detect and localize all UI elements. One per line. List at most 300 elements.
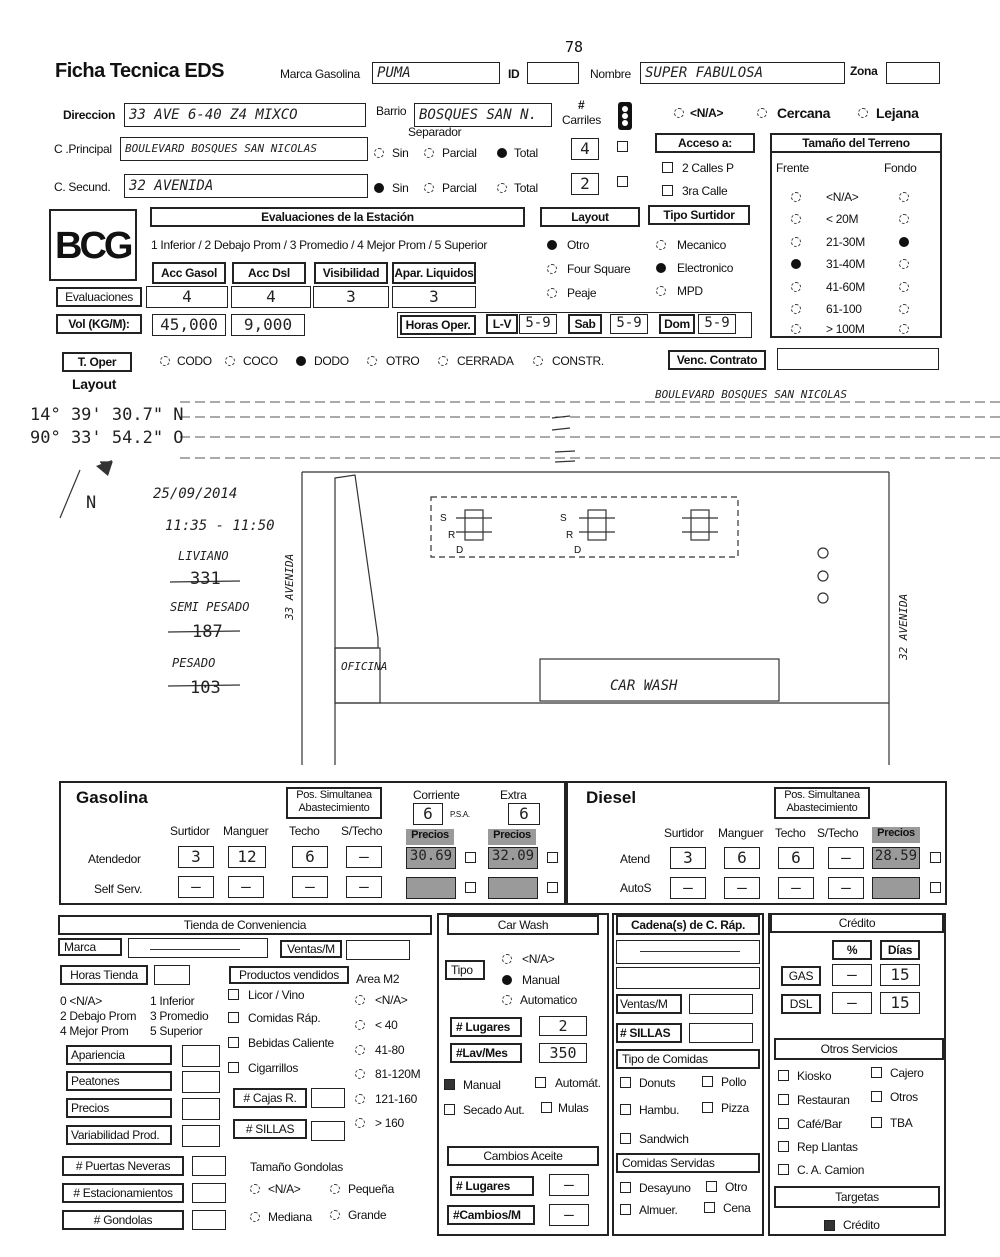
- carwash-manual-radio[interactable]: [502, 975, 512, 985]
- otro-servicio-check[interactable]: [871, 1117, 882, 1128]
- tienda-sillas-field[interactable]: [311, 1121, 345, 1141]
- toper-codo-radio[interactable]: [160, 356, 170, 366]
- c-secund-value: 32 AVENIDA: [129, 178, 214, 194]
- tienda-header: Tienda de Conveniencia: [58, 915, 432, 935]
- gas-col-surtidor: Surtidor: [170, 824, 210, 838]
- producto-check[interactable]: [228, 989, 239, 1000]
- acceso-header: Acceso a:: [655, 133, 755, 153]
- area-label: 41-80: [375, 1043, 405, 1057]
- corriente-field[interactable]: 6: [413, 803, 443, 825]
- otros-servicios-header: Otros Servicios: [774, 1038, 944, 1060]
- cajas-label: # Cajas R.: [233, 1088, 307, 1108]
- toper-constr-label: CONSTR.: [552, 354, 604, 368]
- puertas-field[interactable]: [192, 1156, 226, 1176]
- dsl-precio[interactable]: 28.59: [872, 847, 920, 869]
- tipo-comida-check[interactable]: [620, 1077, 631, 1088]
- gas-col-techo: Techo: [289, 824, 320, 838]
- eval-value-visibilidad[interactable]: 3: [313, 286, 389, 308]
- toper-coco-radio[interactable]: [225, 356, 235, 366]
- corriente-label: Corriente: [413, 788, 460, 802]
- terreno-fondo-radio[interactable]: [899, 324, 909, 334]
- dsl-col-manguer: Manguer: [718, 826, 764, 840]
- c-secund-label: C. Secund.: [54, 180, 111, 194]
- terreno-size-label: 31-40M: [826, 257, 865, 271]
- gas-self-precio-2[interactable]: [488, 877, 538, 899]
- toper-codo-label: CODO: [177, 354, 212, 368]
- tienda-ventas-field[interactable]: [346, 940, 410, 960]
- sec-total-radio[interactable]: [497, 183, 507, 193]
- terreno-fondo-radio[interactable]: [899, 214, 909, 224]
- producto-check[interactable]: [228, 1037, 239, 1048]
- dsl-autos-techo[interactable]: —: [778, 877, 814, 899]
- otro-servicio-check[interactable]: [871, 1091, 882, 1102]
- diesel-pos-sim: Pos. Simultanea Abastecimiento: [774, 787, 870, 819]
- surtidor-header: Tipo Surtidor: [648, 205, 750, 225]
- gondola-pequena-radio[interactable]: [330, 1184, 340, 1194]
- pump-2-r: R: [566, 530, 573, 541]
- terreno-frente-radio[interactable]: [791, 192, 801, 202]
- surtidor-electronico-radio[interactable]: [656, 263, 666, 273]
- gas-self-precio-1-check[interactable]: [465, 882, 476, 893]
- otro-servicio-check[interactable]: [778, 1094, 789, 1105]
- survey-date: 25/09/2014: [153, 486, 238, 502]
- cambios-lugares-field[interactable]: —: [549, 1174, 589, 1196]
- toper-label: T. Oper: [62, 352, 132, 372]
- gondolas-field[interactable]: [192, 1210, 226, 1230]
- pump-1-s: S: [440, 513, 447, 524]
- producto-check[interactable]: [228, 1062, 239, 1073]
- tipo-comida-check[interactable]: [620, 1104, 631, 1115]
- tienda-scale-1: 1 Inferior: [150, 994, 195, 1008]
- acceso-2calles-check[interactable]: [662, 162, 673, 173]
- area-radio[interactable]: [355, 1045, 365, 1055]
- carwash-header: Car Wash: [447, 915, 599, 935]
- dsl-autos-manguer[interactable]: —: [724, 877, 760, 899]
- cadena-ventas-label: Ventas/M: [616, 994, 682, 1014]
- tipo-comida-label: Hambu.: [639, 1103, 680, 1117]
- zona-label: Zona: [850, 64, 878, 78]
- credito-dsl-label: DSL: [781, 994, 821, 1014]
- traffic-light-icon: [614, 100, 636, 132]
- street-left-label: 33 AVENIDA: [283, 553, 296, 620]
- sab-field[interactable]: 5-9: [610, 314, 648, 334]
- layout-four-label: Four Square: [567, 262, 631, 276]
- sec-parcial-radio[interactable]: [424, 183, 434, 193]
- tipo-comida-check[interactable]: [620, 1133, 631, 1144]
- carwash-secado-label: Secado Aut.: [463, 1103, 525, 1117]
- otro-servicio-check[interactable]: [778, 1141, 789, 1152]
- comida-servida-label: Cena: [723, 1201, 751, 1215]
- tienda-marca-label: Marca: [58, 938, 122, 956]
- terreno-frente-radio[interactable]: [791, 259, 801, 269]
- extra-field[interactable]: 6: [508, 803, 540, 825]
- tienda-eval-field[interactable]: [182, 1125, 220, 1147]
- semi-value: 187: [192, 622, 223, 642]
- dsl-atend-manguer[interactable]: 6: [724, 847, 760, 869]
- gas-self-surtidor[interactable]: —: [178, 876, 214, 898]
- terreno-fondo-radio[interactable]: [899, 282, 909, 292]
- credito-gas-dias[interactable]: 15: [880, 964, 920, 986]
- tienda-eval-field[interactable]: [182, 1098, 220, 1120]
- gas-atend-stecho[interactable]: —: [346, 846, 382, 868]
- credito-pct-header: %: [832, 940, 872, 960]
- terreno-fondo-radio[interactable]: [899, 259, 909, 269]
- tienda-ventas-label: Ventas/M: [280, 940, 342, 958]
- dsl-autos-surtidor[interactable]: —: [670, 877, 706, 899]
- credito-gas-label: GAS: [781, 966, 821, 986]
- terreno-frente-radio[interactable]: [791, 282, 801, 292]
- gas-self-precio-2-check[interactable]: [547, 882, 558, 893]
- otro-servicio-check[interactable]: [778, 1118, 789, 1129]
- carwash-tipo-label: Tipo: [445, 960, 485, 980]
- dsl-autos-stecho[interactable]: —: [828, 877, 864, 899]
- cadena-sillas-field[interactable]: [689, 1023, 753, 1043]
- gas-precio-corriente-check[interactable]: [465, 852, 476, 863]
- pump-2-d: D: [574, 545, 581, 556]
- cadena-field-2[interactable]: [616, 967, 760, 989]
- semi-label: SEMI PESADO: [170, 600, 250, 614]
- otro-servicio-label: TBA: [890, 1116, 913, 1130]
- marca-value: PUMA: [377, 65, 411, 81]
- area-radio[interactable]: [355, 1094, 365, 1104]
- direccion-value: 33 AVE 6-40 Z4 MIXCO: [129, 107, 298, 123]
- carwash-secado-check[interactable]: [444, 1104, 455, 1115]
- gas-precio-extra-check[interactable]: [547, 852, 558, 863]
- terreno-size-label: 21-30M: [826, 235, 865, 249]
- layout-otro-radio[interactable]: [547, 240, 557, 250]
- proximity-na-radio[interactable]: [674, 108, 684, 118]
- carwash-mulas-check[interactable]: [541, 1102, 552, 1113]
- lv-label: L-V: [486, 314, 518, 334]
- toper-coco-label: COCO: [243, 354, 278, 368]
- gas-precio-corriente[interactable]: 30.69: [406, 847, 456, 869]
- horas-tienda-field[interactable]: [154, 965, 190, 985]
- comida-servida-check[interactable]: [620, 1182, 631, 1193]
- id-field[interactable]: [527, 62, 579, 84]
- toper-dodo-radio[interactable]: [296, 356, 306, 366]
- carriles-principal-field[interactable]: 4: [571, 138, 599, 160]
- terreno-frente-radio[interactable]: [791, 304, 801, 314]
- terreno-frente-radio[interactable]: [791, 324, 801, 334]
- cadena-sillas-label: # SILLAS: [616, 1023, 682, 1043]
- dsl-autos-precio-check[interactable]: [930, 882, 941, 893]
- dsl-col-stecho: S/Techo: [817, 826, 859, 840]
- c-principal-value: BOULEVARD BOSQUES SAN NICOLAS: [125, 142, 318, 155]
- street-top-label: BOULEVARD BOSQUES SAN NICOLAS: [655, 388, 848, 401]
- layout-otro-label: Otro: [567, 238, 590, 252]
- proximity-cercana-label: Cercana: [777, 105, 831, 121]
- area-radio[interactable]: [355, 1118, 365, 1128]
- terreno-size-label: 41-60M: [826, 280, 865, 294]
- sep-total-radio[interactable]: [497, 148, 507, 158]
- sep-parcial-radio[interactable]: [424, 148, 434, 158]
- credito-dsl-pct[interactable]: —: [832, 992, 872, 1014]
- comida-servida-check[interactable]: [620, 1204, 631, 1215]
- gas-atend-surtidor[interactable]: 3: [178, 846, 214, 868]
- dsl-atend-stecho[interactable]: —: [828, 847, 864, 869]
- carriles-label: Carriles: [562, 113, 601, 127]
- vol-gasol-field[interactable]: 45,000: [152, 314, 226, 336]
- toper-dodo-label: DODO: [314, 354, 349, 368]
- acceso-3ra-check[interactable]: [662, 185, 673, 196]
- otro-servicio-label: C. A. Camion: [797, 1163, 865, 1177]
- otro-servicio-label: Kiosko: [797, 1069, 832, 1083]
- puertas-label: # Puertas Neveras: [62, 1156, 184, 1176]
- area-label: > 160: [375, 1116, 404, 1130]
- psa-label: P.S.A.: [450, 810, 470, 819]
- carwash-lavmes-field[interactable]: 350: [539, 1043, 587, 1063]
- eval-value-acc-dsl[interactable]: 4: [231, 286, 311, 308]
- horas-tienda-label: Horas Tienda: [60, 965, 148, 985]
- liviano-label: LIVIANO: [178, 549, 229, 563]
- survey-time: 11:35 - 11:50: [165, 518, 275, 534]
- tienda-eval-field[interactable]: [182, 1071, 220, 1093]
- area-label: 121-160: [375, 1092, 417, 1106]
- proximity-na-label: <N/A>: [690, 106, 724, 120]
- terreno-size-label: > 100M: [826, 322, 865, 336]
- terreno-fondo-radio[interactable]: [899, 304, 909, 314]
- bcg-logo-text: BCG: [55, 225, 131, 267]
- gas-self-stecho[interactable]: —: [346, 876, 382, 898]
- area-label: <N/A>: [375, 993, 408, 1007]
- credito-dsl-dias[interactable]: 15: [880, 992, 920, 1014]
- carwash-lugares-field[interactable]: 2: [539, 1016, 587, 1036]
- tam-gondolas-label: Tamaño Gondolas: [250, 1160, 343, 1174]
- gas-precios-1: Precios: [406, 829, 454, 845]
- carriles-secund-field[interactable]: 2: [571, 173, 599, 195]
- sec-parcial-label: Parcial: [442, 181, 477, 195]
- otro-servicio-label: Rep Llantas: [797, 1140, 858, 1154]
- terreno-size-label: <N/A>: [826, 190, 859, 204]
- gas-self-manguer[interactable]: —: [228, 876, 264, 898]
- layout-peaje-label: Peaje: [567, 286, 597, 300]
- sec-sin-radio[interactable]: [374, 183, 384, 193]
- lv-field[interactable]: 5-9: [519, 314, 557, 334]
- eval-col-acc-gasol: Acc Gasol: [152, 262, 226, 284]
- layout-peaje-radio[interactable]: [547, 288, 557, 298]
- gas-self-techo[interactable]: —: [292, 876, 328, 898]
- surtidor-mecanico-radio[interactable]: [656, 240, 666, 250]
- carwash-na-label: <N/A>: [522, 952, 555, 966]
- credito-gas-pct[interactable]: —: [832, 964, 872, 986]
- coord-lat: 14° 39' 30.7" N: [30, 405, 184, 425]
- comidas-servidas-header: Comidas Servidas: [616, 1153, 760, 1173]
- car-wash-label: CAR WASH: [610, 678, 678, 694]
- frente-label: Frente: [776, 161, 809, 175]
- id-label: ID: [508, 67, 520, 81]
- otro-servicio-check[interactable]: [778, 1070, 789, 1081]
- terreno-frente-radio[interactable]: [791, 214, 801, 224]
- terreno-fondo-radio[interactable]: [899, 192, 909, 202]
- productos-label: Productos vendidos: [229, 966, 349, 984]
- c-principal-label: C .Principal: [54, 142, 112, 156]
- acceso-2calles-label: 2 Calles P: [682, 161, 734, 175]
- tienda-eval-label: Apariencia: [66, 1045, 172, 1065]
- gas-precio-extra[interactable]: 32.09: [488, 847, 538, 869]
- atendedor-label: Atendedor: [88, 852, 141, 866]
- eval-value-acc-gasol[interactable]: 4: [146, 286, 228, 308]
- direccion-field[interactable]: [124, 103, 366, 127]
- gondola-pequena-label: Pequeña: [348, 1182, 394, 1196]
- venc-contrato-label: Venc. Contrato: [668, 350, 766, 370]
- estac-label: # Estacionamientos: [62, 1183, 184, 1203]
- pesado-label: PESADO: [172, 656, 216, 670]
- gas-self-precio-1[interactable]: [406, 877, 456, 899]
- comida-servida-check[interactable]: [706, 1181, 717, 1192]
- gondola-mediana-radio[interactable]: [250, 1212, 260, 1222]
- tienda-scale-5: 5 Superior: [150, 1024, 203, 1038]
- gas-col-stecho: S/Techo: [341, 824, 383, 838]
- otro-servicio-label: Restauran: [797, 1093, 850, 1107]
- dsl-autos-precio[interactable]: [872, 877, 920, 899]
- proximity-cercana-radio[interactable]: [757, 108, 767, 118]
- toper-constr-radio[interactable]: [533, 356, 543, 366]
- toper-cerrada-radio[interactable]: [438, 356, 448, 366]
- horas-label: Horas Oper.: [400, 315, 476, 335]
- otro-servicio-check[interactable]: [871, 1067, 882, 1078]
- tienda-marca-field[interactable]: [128, 938, 268, 958]
- layout-four-radio[interactable]: [547, 264, 557, 274]
- tipo-comida-check[interactable]: [702, 1076, 713, 1087]
- tipo-comida-label: Sandwich: [639, 1132, 689, 1146]
- c-principal-field[interactable]: [120, 137, 368, 161]
- carriles-principal-check[interactable]: [617, 141, 628, 152]
- producto-label: Licor / Vino: [248, 988, 305, 1002]
- eval-value-liquidos[interactable]: 3: [392, 286, 476, 308]
- cambios-mes-field[interactable]: —: [549, 1204, 589, 1226]
- credito-check[interactable]: [824, 1220, 835, 1231]
- cadena-ventas-field[interactable]: [689, 994, 753, 1014]
- dom-field[interactable]: 5-9: [698, 314, 736, 334]
- gas-precios-2: Precios: [488, 829, 536, 845]
- carwash-automat-check-label: Automát.: [555, 1076, 601, 1090]
- c-secund-field[interactable]: [124, 174, 368, 198]
- proximity-lejana-radio[interactable]: [858, 108, 868, 118]
- area-radio[interactable]: [355, 1020, 365, 1030]
- gas-atend-techo[interactable]: 6: [292, 846, 328, 868]
- page-number: 78: [565, 38, 584, 56]
- north-label: N: [86, 493, 97, 513]
- barrio-label: Barrio: [376, 104, 407, 118]
- producto-label: Comidas Ráp.: [248, 1011, 321, 1025]
- acceso-3ra-label: 3ra Calle: [682, 184, 728, 198]
- pump-1-d: D: [456, 545, 463, 556]
- eval-col-acc-dsl: Acc Dsl: [232, 262, 306, 284]
- sep-sin-label: Sin: [392, 146, 409, 160]
- pump-1-r: R: [448, 530, 455, 541]
- layout-title: Layout: [72, 376, 117, 392]
- proximity-lejana-label: Lejana: [876, 105, 919, 121]
- dsl-atend-surtidor[interactable]: 3: [670, 847, 706, 869]
- tienda-eval-label: Variabilidad Prod.: [66, 1125, 172, 1145]
- carwash-automat-check[interactable]: [535, 1077, 546, 1088]
- dsl-col-techo: Techo: [775, 826, 806, 840]
- sec-sin-label: Sin: [392, 181, 409, 195]
- carwash-na-radio[interactable]: [502, 954, 512, 964]
- otro-servicio-check[interactable]: [778, 1164, 789, 1175]
- sep-total-label: Total: [514, 146, 538, 160]
- tipo-comida-label: Pizza: [721, 1101, 749, 1115]
- surtidor-mpd-label: MPD: [677, 284, 703, 298]
- cajas-field[interactable]: [311, 1088, 345, 1108]
- form-title: Ficha Tecnica EDS: [55, 60, 224, 82]
- terreno-size-label: < 20M: [826, 212, 859, 226]
- cadena-field-1[interactable]: [616, 940, 760, 964]
- carriles-hash: #: [578, 98, 585, 112]
- tienda-eval-label: Peatones: [66, 1071, 172, 1091]
- credito-check-label: Crédito: [843, 1218, 880, 1232]
- tipo-comida-check[interactable]: [702, 1102, 713, 1113]
- credito-dias-header: Días: [880, 940, 920, 960]
- toper-otro-radio[interactable]: [367, 356, 377, 366]
- nombre-value: SUPER FABULOSA: [645, 65, 764, 81]
- nombre-field[interactable]: [640, 62, 845, 84]
- producto-check[interactable]: [228, 1012, 239, 1023]
- dsl-col-surtidor: Surtidor: [664, 826, 704, 840]
- eval-scale: 1 Inferior / 2 Debajo Prom / 3 Promedio / 4 Mejor Prom / 5 Superior: [151, 238, 488, 252]
- tienda-scale-3: 3 Promedio: [150, 1009, 209, 1023]
- gas-col-manguer: Manguer: [223, 824, 269, 838]
- carwash-manual-check[interactable]: [444, 1079, 455, 1090]
- area-label: 81-120M: [375, 1067, 421, 1081]
- carwash-lavmes-label: #Lav/Mes: [450, 1043, 522, 1063]
- toper-otro-label: OTRO: [386, 354, 420, 368]
- gas-atend-manguer[interactable]: 12: [228, 846, 266, 868]
- marca-label: Marca Gasolina: [280, 67, 360, 81]
- estac-field[interactable]: [192, 1183, 226, 1203]
- dsl-atend-techo[interactable]: 6: [778, 847, 814, 869]
- gondola-mediana-label: Mediana: [268, 1210, 312, 1224]
- carwash-auto-radio[interactable]: [502, 995, 512, 1005]
- cambios-lugares-label: # Lugares: [450, 1176, 534, 1196]
- liviano-value: 331: [190, 569, 221, 589]
- comida-servida-check[interactable]: [704, 1202, 715, 1213]
- carriles-secund-check[interactable]: [617, 176, 628, 187]
- vol-dsl-field[interactable]: 9,000: [231, 314, 305, 336]
- sep-parcial-label: Parcial: [442, 146, 477, 160]
- zona-field[interactable]: [886, 62, 940, 84]
- venc-contrato-field[interactable]: [777, 348, 939, 370]
- terreno-frente-radio[interactable]: [791, 237, 801, 247]
- oficina-label: OFICINA: [341, 660, 388, 673]
- gondola-na-radio[interactable]: [250, 1184, 260, 1194]
- comida-servida-label: Almuer.: [639, 1203, 678, 1217]
- street-right-label: 32 AVENIDA: [897, 593, 910, 660]
- self-serv-label: Self Serv.: [94, 882, 143, 896]
- eval-col-visibilidad: Visibilidad: [314, 262, 388, 284]
- gondola-grande-label: Grande: [348, 1208, 387, 1222]
- comida-servida-label: Otro: [725, 1180, 748, 1194]
- carwash-lugares-label: # Lugares: [450, 1017, 522, 1037]
- separador-label: Separador: [408, 125, 462, 139]
- tipo-comida-label: Pollo: [721, 1075, 747, 1089]
- area-radio[interactable]: [355, 995, 365, 1005]
- sep-sin-radio[interactable]: [374, 148, 384, 158]
- carwash-manual-label: Manual: [522, 973, 560, 987]
- dsl-precio-check[interactable]: [930, 852, 941, 863]
- tienda-sillas-label: # SILLAS: [233, 1119, 307, 1139]
- barrio-field[interactable]: [414, 103, 552, 127]
- marca-field[interactable]: [372, 62, 500, 84]
- tienda-eval-label: Precios: [66, 1098, 172, 1118]
- producto-label: Cigarrillos: [248, 1061, 299, 1075]
- gondola-grande-radio[interactable]: [330, 1210, 340, 1220]
- tienda-eval-field[interactable]: [182, 1045, 220, 1067]
- terreno-fondo-radio[interactable]: [899, 237, 909, 247]
- bcg-logo: [49, 209, 137, 281]
- area-radio[interactable]: [355, 1069, 365, 1079]
- surtidor-mpd-radio[interactable]: [656, 286, 666, 296]
